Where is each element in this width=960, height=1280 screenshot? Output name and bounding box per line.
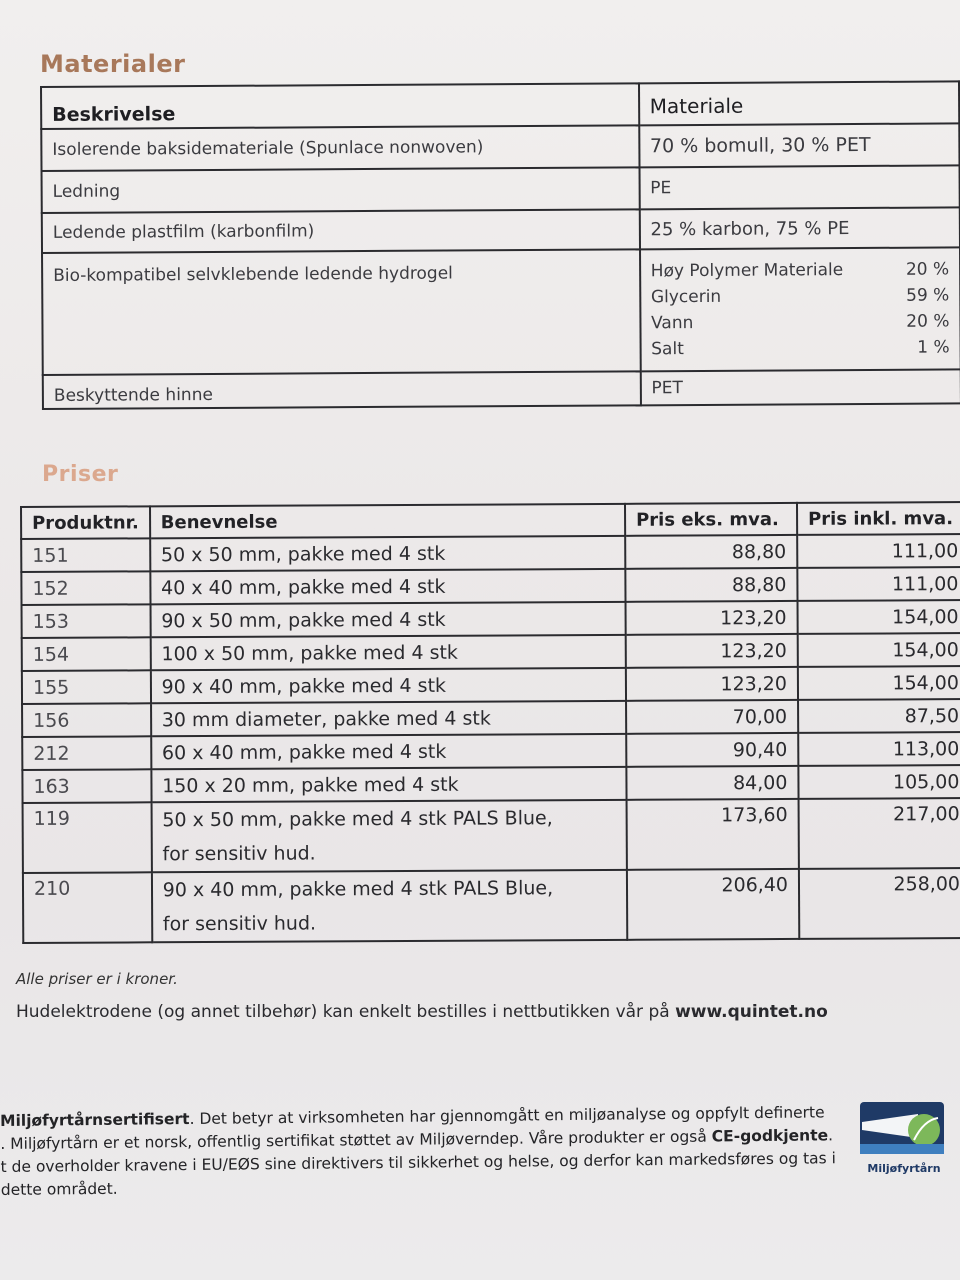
ce-label: CE-godkjente (711, 1126, 829, 1146)
table-row (41, 123, 959, 171)
table-row (22, 600, 960, 638)
list-item (651, 256, 950, 284)
product-name (151, 800, 627, 872)
table-row (22, 732, 960, 770)
list-item (651, 282, 950, 310)
product-name-line2: for sensitiv hud. (162, 912, 317, 936)
table-row (42, 207, 960, 253)
row-description: Ledning (42, 167, 640, 213)
price-inc: 111,00 (797, 534, 960, 568)
shop-link[interactable]: www.quintet.no (675, 1002, 828, 1022)
prices-heading: Priser (42, 462, 119, 487)
product-name: 30 mm diameter, pakke med 4 stk (151, 701, 626, 736)
table-row (21, 534, 960, 572)
materials-heading: Materialer (40, 50, 186, 78)
product-name: 40 x 40 mm, pakke med 4 stk (150, 569, 625, 604)
price-ex: 206,40 (627, 869, 799, 940)
product-name: 60 x 40 mm, pakke med 4 stk (151, 734, 626, 769)
product-name: 90 x 40 mm, pakke med 4 stk (151, 668, 626, 703)
component-name: Vann (651, 313, 694, 334)
price-ex: 123,20 (626, 601, 798, 635)
component-percent: 20 % (905, 259, 950, 280)
product-no: 119 (23, 802, 152, 873)
component-percent: 1 % (917, 337, 950, 358)
miljofyrtarn-logo (858, 1100, 950, 1175)
list-item (651, 308, 950, 336)
product-name: 90 x 50 mm, pakke med 4 stk (150, 602, 625, 637)
prices-table (20, 501, 960, 944)
cert-line1-rest: . Det betyr at virksomheten har gjennomgått en miljøanalyse og oppfylt definerte (189, 1103, 825, 1129)
table-row (22, 633, 960, 671)
price-inc: 111,00 (797, 567, 960, 601)
product-name: 150 x 20 mm, pakke med 4 stk (151, 767, 626, 802)
product-no: 163 (22, 769, 151, 803)
component-name: Høy Polymer Materiale (650, 260, 844, 282)
product-no: 153 (22, 604, 151, 638)
product-no: 156 (22, 703, 151, 737)
price-inc: 113,00 (798, 732, 960, 766)
price-inc: 154,00 (798, 666, 960, 700)
component-name: Glycerin (650, 286, 722, 308)
product-no: 155 (22, 670, 151, 704)
table-row (21, 567, 960, 605)
row-material: 70 % bomull, 30 % PET (639, 123, 960, 167)
product-no: 151 (21, 538, 150, 572)
header-product-no: Produktnr. (21, 506, 150, 539)
header-price-inc: Pris inkl. mva. (797, 502, 960, 535)
order-note-text: Hudelektrodene (og annet tilbehør) kan enkelt bestilles i nettbutikken vår på (16, 1002, 676, 1022)
row-material: PE (639, 165, 960, 209)
header-description: Beskrivelse (41, 83, 639, 129)
price-ex: 84,00 (626, 766, 798, 800)
table-row (22, 765, 960, 803)
product-name (152, 870, 628, 942)
table-header-row (21, 502, 960, 539)
price-ex: 88,80 (625, 535, 797, 569)
table-row (42, 247, 960, 375)
component-percent: 59 % (906, 285, 950, 306)
price-inc: 258,00 (799, 868, 960, 939)
product-name-line1: 90 x 40 mm, pakke med 4 stk PALS Blue, (162, 877, 554, 902)
price-ex: 90,40 (626, 733, 798, 767)
table-row (22, 666, 960, 704)
table-row (43, 369, 960, 409)
list-item (651, 334, 950, 362)
table-row (42, 165, 960, 213)
price-inc: 87,50 (798, 699, 960, 733)
cert-line: t de overholder kravene i EU/EØS sine direktivers til sikkerhet og helse, og derfor kan markedsføres og tas i (0, 1149, 837, 1176)
cert-line2-end: . (827, 1126, 834, 1145)
price-ex: 173,60 (627, 799, 799, 870)
row-description: Ledende plastfilm (karbonfilm) (42, 209, 640, 253)
materials-table (40, 80, 960, 410)
product-name: 50 x 50 mm, pakke med 4 stk (150, 536, 625, 571)
certification-text (0, 1101, 841, 1202)
header-price-ex: Pris eks. mva. (625, 503, 797, 536)
order-note (16, 1002, 828, 1022)
price-inc: 105,00 (798, 765, 960, 799)
price-ex: 123,20 (626, 634, 798, 668)
hydrogel-composition (640, 247, 960, 371)
product-no: 152 (21, 571, 150, 605)
product-name-line2: for sensitiv hud. (162, 842, 316, 866)
lighthouse-icon (858, 1100, 946, 1156)
component-percent: 20 % (906, 311, 950, 332)
cert-line2-start: . Miljøfyrtårn er et norsk, offentlig sertifikat støttet av Miljøverndep. Våre produkter er også (0, 1127, 712, 1153)
composition-list (651, 256, 950, 362)
table-row (22, 699, 960, 737)
row-description: Bio-kompatibel selvklebende ledende hydrogel (42, 249, 640, 375)
header-name: Benevnelse (150, 504, 625, 538)
price-ex: 123,20 (626, 667, 798, 701)
table-header-row (41, 81, 959, 129)
price-ex: 70,00 (626, 700, 798, 734)
logo-text: Miljøfyrtårn (867, 1162, 941, 1175)
component-name: Salt (651, 339, 684, 360)
table-row (23, 798, 960, 873)
price-inc: 217,00 (799, 798, 960, 869)
product-no: 212 (22, 736, 151, 770)
product-no: 154 (22, 637, 151, 671)
product-name: 100 x 50 mm, pakke med 4 stk (150, 635, 625, 670)
table-row (23, 868, 960, 943)
row-material: 25 % karbon, 75 % PE (639, 207, 960, 249)
price-inc: 154,00 (798, 633, 960, 667)
row-description: Beskyttende hinne (43, 371, 641, 409)
cert-line: dette området. (0, 1179, 118, 1199)
product-name-line1: 50 x 50 mm, pakke med 4 stk PALS Blue, (162, 807, 553, 832)
header-material: Materiale (639, 81, 960, 125)
product-no: 210 (23, 872, 152, 943)
currency-note: Alle priser er i kroner. (16, 970, 178, 988)
row-description: Isolerende baksidemateriale (Spunlace nonwoven) (41, 125, 639, 171)
row-material: PET (640, 369, 960, 405)
price-inc: 154,00 (798, 600, 960, 634)
cert-title: Miljøfyrtårnsertifisert (0, 1110, 190, 1130)
price-ex: 88,80 (625, 568, 797, 602)
